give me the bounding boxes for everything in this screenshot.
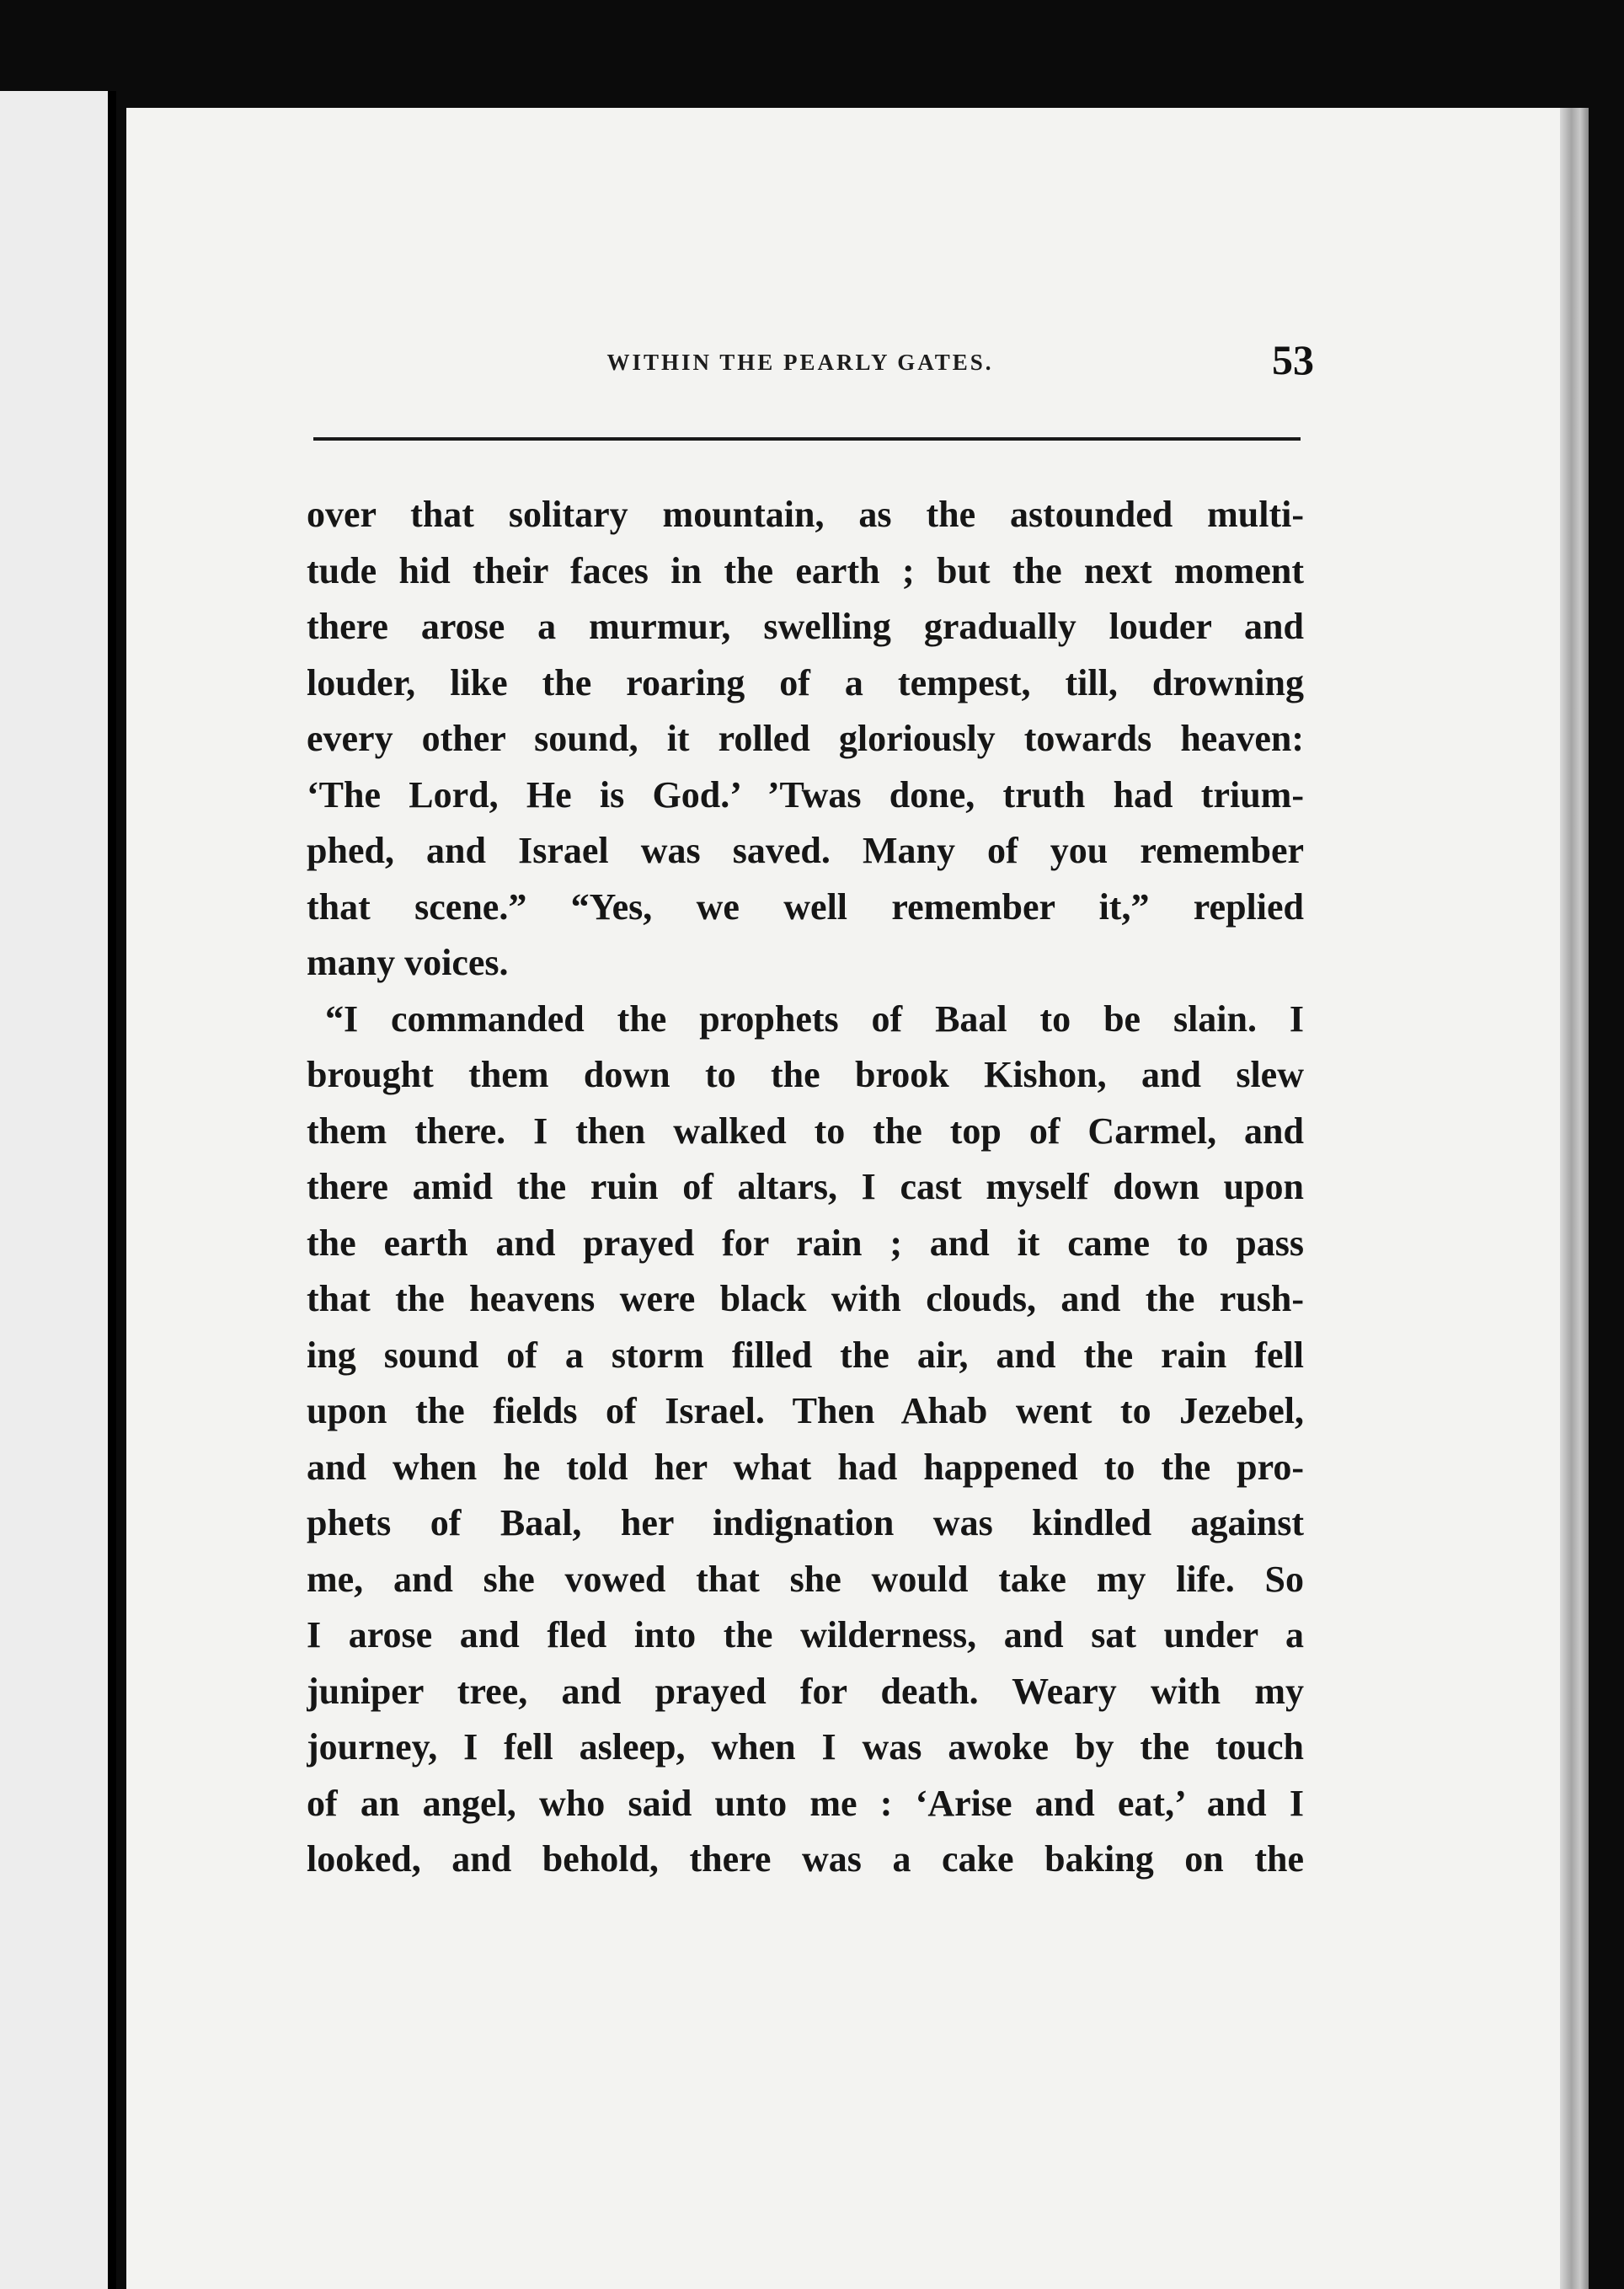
text-line: there amid the ruin of altars, I cast myself down upon xyxy=(307,1166,1304,1207)
body-text xyxy=(307,487,1304,1888)
header-rule xyxy=(313,437,1301,441)
text-line: the earth and prayed for rain ; and it came to pass xyxy=(307,1222,1304,1264)
text-line: brought them down to the brook Kishon, and slew xyxy=(307,1054,1304,1095)
text-line: juniper tree, and prayed for death. Weary with my xyxy=(307,1670,1304,1712)
text-line: upon the fields of Israel. Then Ahab went to Jezebel, xyxy=(307,1390,1304,1431)
facing-page-edge xyxy=(0,91,108,2289)
page-edge-shadow xyxy=(1560,108,1589,2289)
text-line: over that solitary mountain, as the astounded multi- xyxy=(307,494,1304,535)
page-number: 53 xyxy=(1272,336,1314,383)
text-line: of an angel, who said unto me : ‘Arise and eat,’ and I xyxy=(307,1782,1304,1824)
text-line: journey, I fell asleep, when I was awoke by the touch xyxy=(307,1726,1304,1768)
text-line: many voices. xyxy=(307,942,509,983)
text-line: “I commanded the prophets of Baal to be slain. I xyxy=(325,997,1304,1040)
text-line: that the heavens were black with clouds, and the rush- xyxy=(307,1278,1304,1319)
book-gutter xyxy=(108,91,116,2289)
text-line: ing sound of a storm filled the air, and the rain fell xyxy=(307,1334,1304,1376)
text-line: me, and she vowed that she would take my life. So xyxy=(307,1558,1304,1600)
text-line: I arose and fled into the wilderness, and sat under a xyxy=(307,1614,1304,1655)
text-line: them there. I then walked to the top of Carmel, and xyxy=(307,1110,1304,1152)
text-line: looked, and behold, there was a cake baking on the xyxy=(307,1838,1304,1880)
text-line: phed, and Israel was saved. Many of you remember xyxy=(307,830,1304,871)
text-line: and when he told her what had happened to the pro- xyxy=(307,1446,1304,1488)
text-line: every other sound, it rolled gloriously towards heaven: xyxy=(307,718,1304,759)
text-line: ‘The Lord, He is God.’ ’Twas done, truth had trium- xyxy=(307,773,1304,816)
text-line: louder, like the roaring of a tempest, till, drowning xyxy=(307,661,1304,703)
text-line: phets of Baal, her indignation was kindled against xyxy=(307,1502,1304,1543)
text-line: tude hid their faces in the earth ; but the next moment xyxy=(307,549,1304,591)
running-head: WITHIN THE PEARLY GATES. xyxy=(606,350,994,375)
text-line: there arose a murmur, swelling gradually louder and xyxy=(307,606,1304,647)
text-line: that scene.” “Yes, we well remember it,” replied xyxy=(307,885,1304,928)
